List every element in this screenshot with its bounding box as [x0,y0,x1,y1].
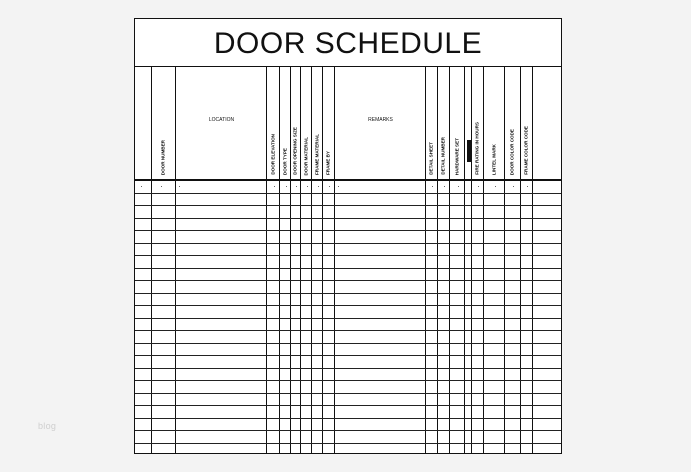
column-header-door-type [280,69,291,177]
column-header-label: DOOR COLOR CODE [509,128,515,175]
column-header-door-elevation [267,69,280,177]
table-row-divider [135,293,561,294]
table-row-divider [135,305,561,306]
column-header-label: REMARKS [368,117,393,123]
cell-marker [513,186,514,187]
table-row-divider [135,405,561,406]
table-row-divider [135,268,561,269]
cell-marker [329,186,330,187]
watermark: blog [38,421,57,431]
table-row-divider [135,205,561,206]
column-header-label: DOOR NUMBER [160,139,166,175]
cell-marker [286,186,287,187]
column-header-hardware-set [450,69,465,177]
table-row-divider [135,343,561,344]
table-row-divider [135,330,561,331]
cell-marker [161,186,162,187]
column-header-label: FRAME COLOR CODE [523,126,529,175]
table-row-divider [135,243,561,244]
column-header-label: HARDWARE SET [454,137,460,175]
table-row-divider [135,380,561,381]
schedule-table [135,19,561,453]
column-header-hl [465,69,472,177]
page-title: DOOR SCHEDULE [213,26,483,60]
table-row-divider [135,443,561,444]
cell-marker [478,186,479,187]
column-header-door-number [152,69,176,177]
column-header-label: LOCATION [208,117,235,123]
table-row-divider [135,368,561,369]
column-header-detail-number [438,69,450,177]
column-header-door-color-code [505,69,521,177]
column-header-frame-color-code [521,69,533,177]
cell-marker [141,186,142,187]
table-row-divider [135,418,561,419]
table-row-divider [135,218,561,219]
cell-marker [495,186,496,187]
column-header-label: DETAIL SHEET [428,142,434,175]
column-header-door-opening-size [291,69,301,177]
cell-marker [179,186,180,187]
table-row-divider [135,355,561,356]
cell-marker [318,186,319,187]
table-row-divider [135,255,561,256]
column-header-location [176,69,267,177]
column-header-label: FRAME MATERIAL [314,134,320,175]
table-row-divider [135,230,561,231]
door-schedule-sheet [134,18,562,454]
table-row-divider [135,280,561,281]
column-header-detail-sheet [426,69,438,177]
column-header-label: DOOR ELEVATION [270,134,276,175]
header-marker [467,140,471,162]
cell-marker [338,186,339,187]
cell-marker [458,186,459,187]
cell-marker [527,186,528,187]
table-row-divider [135,393,561,394]
column-header-lintel-mark [484,69,505,177]
column-header-label: DOOR TYPE [282,147,288,175]
table-row-divider [135,193,561,194]
cell-marker [432,186,433,187]
column-header-label: LINTEL MARK [491,143,497,175]
header-divider [135,179,561,181]
column-header-remarks [335,69,426,177]
cell-marker [274,186,275,187]
column-header-fire-rating [472,69,484,177]
column-header-label: DOOR MATERIAL [303,136,309,175]
cell-marker [307,186,308,187]
column-header-frame-material [312,69,323,177]
column-header-label: DOOR OPENING SIZE [292,127,298,175]
column-header-blank [135,69,152,177]
table-row-divider [135,318,561,319]
cell-marker [444,186,445,187]
column-header-frame-by [323,69,335,177]
column-header-label: DETAIL NUMBER [440,137,446,175]
column-header-label: FRAME BY [325,151,331,175]
table-row-divider [135,430,561,431]
column-header-label: FIRE RATING IN HOURS [474,122,480,175]
column-header-door-material [301,69,312,177]
cell-marker [296,186,297,187]
